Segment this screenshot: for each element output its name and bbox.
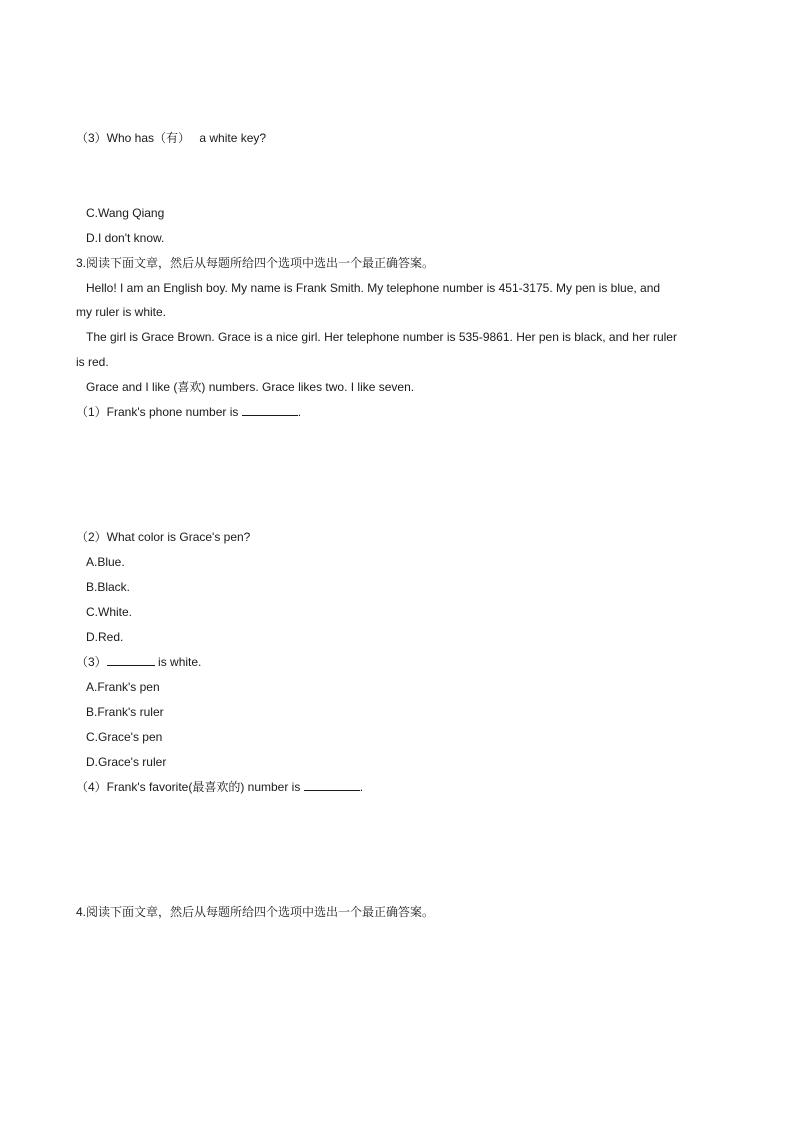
question-4-suffix: . bbox=[359, 780, 364, 794]
option-d: D.Red. bbox=[86, 630, 124, 644]
question-2: （2）What color is Grace's pen? bbox=[76, 530, 251, 544]
answer-blank[interactable] bbox=[107, 654, 155, 666]
question-text-cont: a white key? bbox=[196, 131, 267, 145]
option-c: C.White. bbox=[86, 605, 133, 619]
question-4-text: （4）Frank's favorite(最喜欢的) number is bbox=[76, 780, 304, 794]
option-d: D.I don't know. bbox=[86, 231, 165, 245]
passage-line-1: Hello! I am an English boy. My name is Frank Smith. My telephone number is 451-3175. My pen is blue, and bbox=[86, 281, 661, 295]
question-1 bbox=[76, 404, 301, 420]
question-3-suffix: is white. bbox=[154, 655, 202, 669]
option-b: B.Frank's ruler bbox=[86, 705, 164, 719]
passage-line-3: The girl is Grace Brown. Grace is a nice girl. Her telephone number is 535-9861. Her pen is black, and her ruler bbox=[86, 330, 677, 344]
question-1-suffix: . bbox=[297, 405, 302, 419]
passage-line-2: my ruler is white. bbox=[76, 305, 167, 319]
option-a: A.Frank's pen bbox=[86, 680, 160, 694]
option-b: B.Black. bbox=[86, 580, 131, 594]
option-a: A.Blue. bbox=[86, 555, 125, 569]
question-3-text: （3） bbox=[76, 655, 107, 669]
option-c: C.Wang Qiang bbox=[86, 206, 165, 220]
option-d: D.Grace's ruler bbox=[86, 755, 167, 769]
question-3 bbox=[76, 654, 201, 670]
question-4 bbox=[76, 779, 363, 795]
question-1-text: （1）Frank's phone number is bbox=[76, 405, 242, 419]
passage-line-5: Grace and I like (喜欢) numbers. Grace likes two. I like seven. bbox=[86, 380, 415, 394]
answer-blank[interactable] bbox=[242, 404, 298, 416]
section-3-heading: 3.阅读下面文章，然后从每题所给四个选项中选出一个最正确答案。 bbox=[76, 256, 435, 270]
answer-blank[interactable] bbox=[304, 779, 360, 791]
question-3-prev bbox=[76, 130, 266, 146]
passage-line-4: is red. bbox=[76, 355, 109, 369]
option-c: C.Grace's pen bbox=[86, 730, 163, 744]
question-text: （3）Who has（有） bbox=[76, 131, 191, 145]
section-4-heading: 4.阅读下面文章，然后从每题所给四个选项中选出一个最正确答案。 bbox=[76, 905, 435, 919]
